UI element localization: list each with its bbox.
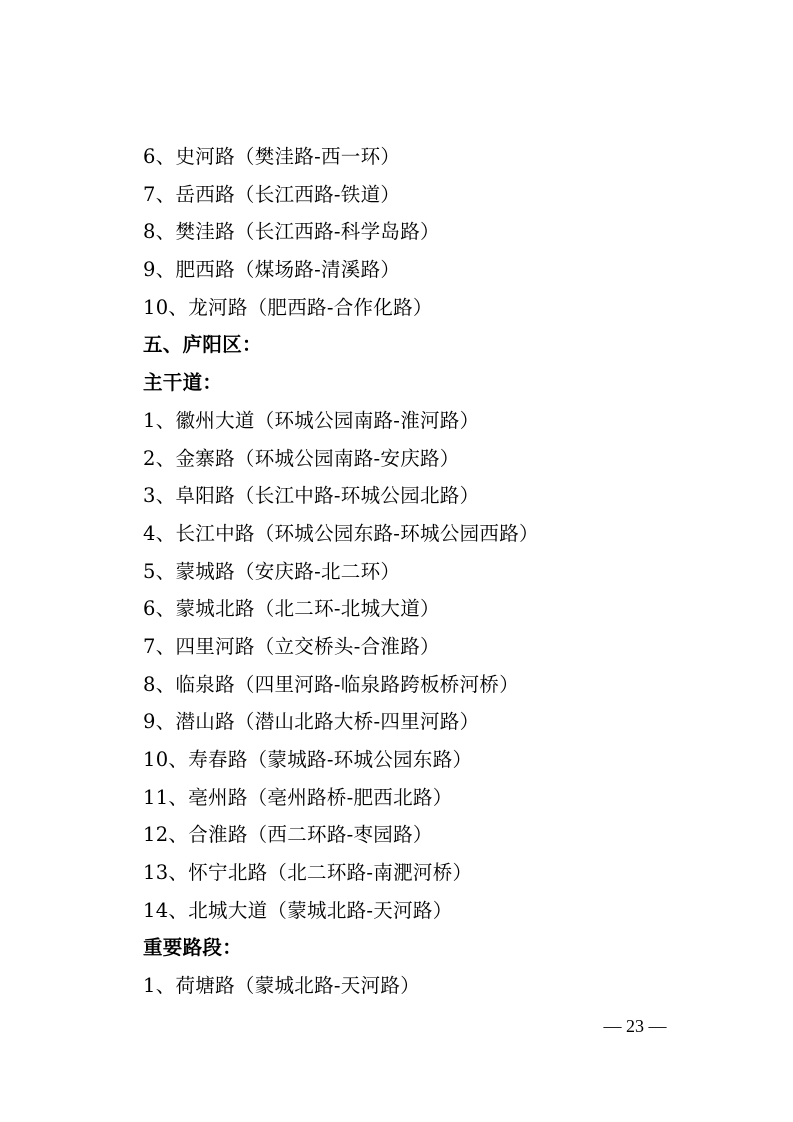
list-item: 1、徽州大道（环城公园南路-淮河路） (143, 408, 480, 432)
list-item: 7、岳西路（长江西路-铁道） (143, 182, 401, 206)
list-item: 9、肥西路（煤场路-清溪路） (143, 258, 401, 282)
list-item: 10、龙河路（肥西路-合作化路） (143, 295, 433, 319)
list-item: 5、蒙城路（安庆路-北二环） (143, 559, 401, 583)
list-item: 6、史河路（樊洼路-西一环） (143, 145, 401, 168)
list-item: 14、北城大道（蒙城北路-天河路） (143, 898, 453, 922)
list-item: 12、合淮路（西二环路-枣园路） (143, 823, 433, 847)
list-item: 6、蒙城北路（北二环-北城大道） (143, 597, 440, 621)
document-body (143, 138, 743, 1005)
page-number: — 23 — (603, 1016, 667, 1036)
list-item: 11、亳州路（亳州路桥-肥西北路） (143, 785, 453, 809)
subsection-heading: 重要路段： (143, 936, 243, 960)
section-heading: 五、庐阳区： (143, 333, 262, 357)
list-item: 7、四里河路（立交桥头-合淮路） (143, 634, 440, 658)
list-item: 3、阜阳路（长江中路-环城公园北路） (143, 484, 480, 508)
list-item: 13、怀宁北路（北二环路-南淝河桥） (143, 861, 473, 885)
list-item: 4、长江中路（环城公园东路-环城公园西路） (143, 521, 539, 545)
list-item: 2、金寨路（环城公园南路-安庆路） (143, 446, 460, 470)
list-item: 10、寿春路（蒙城路-环城公园东路） (143, 748, 473, 771)
list-item: 8、樊洼路（长江西路-科学岛路） (143, 220, 440, 244)
list-item: 1、荷塘路（蒙城北路-天河路） (143, 974, 420, 998)
subsection-heading: 主干道： (143, 371, 223, 395)
list-item: 8、临泉路（四里河路-临泉路跨板桥河桥） (143, 672, 519, 696)
list-item: 9、潜山路（潜山北路大桥-四里河路） (143, 710, 480, 734)
